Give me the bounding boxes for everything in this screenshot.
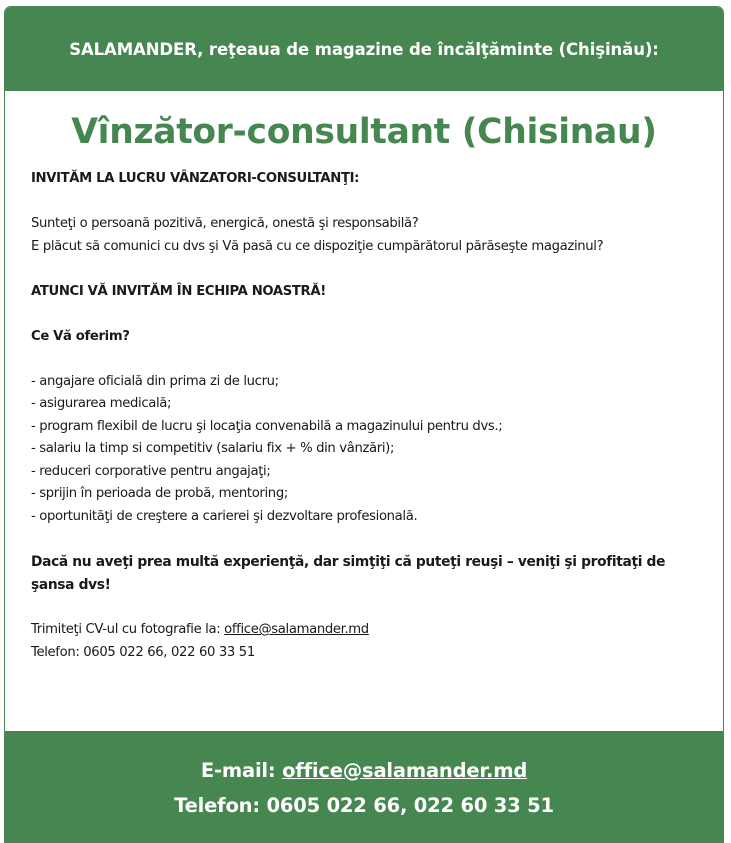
spacer [31, 348, 723, 371]
job-title: Vînzător-consultant (Chisinau) [71, 112, 657, 152]
company-header-text: SALAMANDER, reţeaua de magazine de încălţăminte (Chişinău): [69, 39, 659, 59]
question-line-1: Sunteţi o persoană pozitivă, energică, onestă şi responsabilă? [31, 216, 419, 231]
job-posting-card [4, 6, 724, 843]
footer-email-label: E-mail: [200, 759, 283, 782]
footer-email-line [5, 755, 723, 787]
offer-item: - sprijin în perioada de probă, mentoring; [31, 486, 288, 501]
spacer [31, 597, 723, 620]
contact-phone: Telefon: 0605 022 66, 022 60 33 51 [31, 644, 255, 660]
encourage-line-1: Dacă nu aveţi prea multă experienţă, dar simţiţi că puteţi reuşi – veniţi şi profitaţi de [31, 553, 666, 570]
offer-list [31, 371, 723, 529]
cv-prefix: Trimiteţi CV-ul cu fotografie la: [31, 622, 225, 637]
invite-heading: INVITĂM LA LUCRU VÂNZATORI-CONSULTANŢI: [31, 171, 360, 186]
cv-email-link[interactable]: office@salamander.md [224, 622, 369, 637]
team-invite: ATUNCI VĂ INVITĂM ÎN ECHIPA NOASTRĂ! [31, 283, 326, 299]
encourage-line-2: şansa dvs! [31, 576, 111, 593]
footer-phone: Telefon: 0605 022 66, 022 60 33 51 [174, 794, 554, 817]
company-header [5, 7, 723, 91]
spacer [31, 258, 723, 281]
contact-footer [5, 731, 723, 842]
spacer [31, 528, 723, 551]
offer-item: - angajare oficială din prima zi de lucru; [31, 373, 279, 389]
offer-item: - program flexibil de lucru şi locaţia convenabilă a magazinului pentru dvs.; [31, 418, 503, 434]
job-description [5, 168, 723, 664]
footer-email-link[interactable]: office@salamander.md [282, 759, 528, 782]
offer-item: - reduceri corporative pentru angajaţi; [31, 463, 271, 479]
spacer [31, 191, 723, 214]
offer-item: - salariu la timp si competitiv (salariu fix + % din vânzări); [31, 441, 395, 456]
spacer [31, 303, 723, 326]
offer-heading: Ce Vă oferim? [31, 328, 130, 344]
cv-instruction [31, 619, 723, 642]
offer-item: - oportunităţi de creştere a carierei şi dezvoltare profesională. [31, 508, 418, 524]
offer-item: - asigurarea medicală; [31, 396, 172, 411]
question-line-2: E plăcut să comunici cu dvs şi Vă pasă cu ce dispoziţie cumpărătorul părăseşte magazinul? [31, 238, 604, 254]
